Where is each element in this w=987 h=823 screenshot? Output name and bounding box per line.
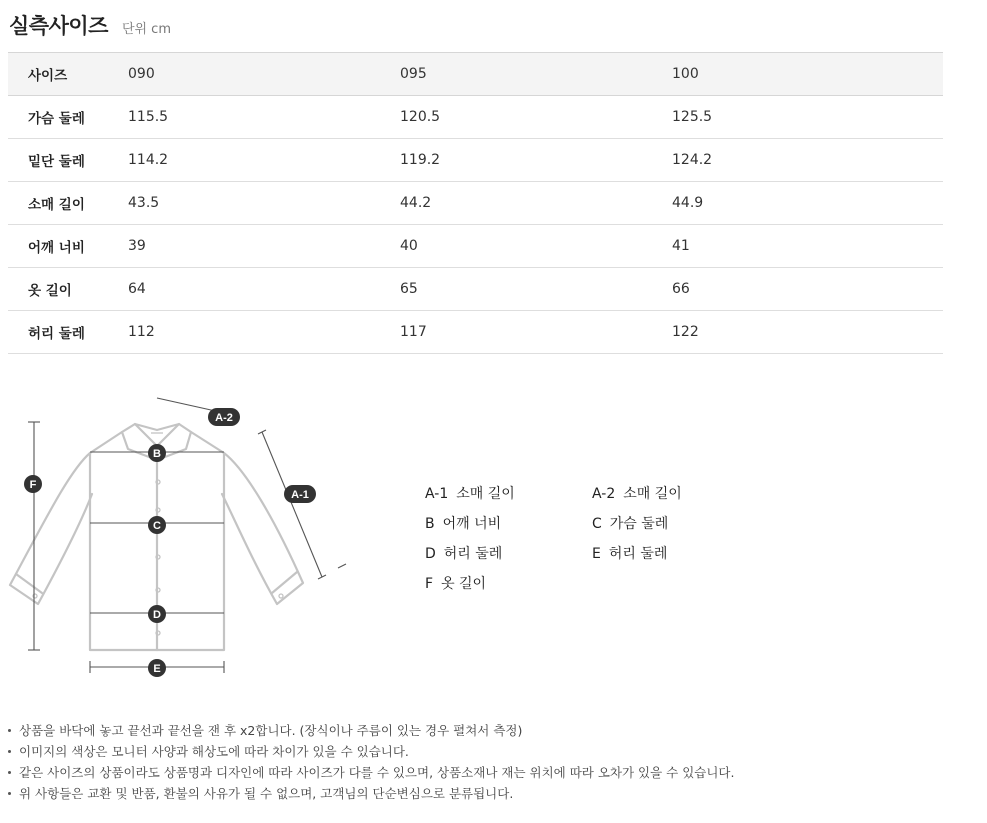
table-cell: 115.5 — [128, 109, 169, 125]
page-heading — [9, 10, 171, 40]
jacket-measurement-diagram — [0, 380, 380, 690]
svg-text:F: F — [29, 479, 37, 491]
notice-item — [8, 762, 734, 783]
legend-label: 어깨 너비 — [442, 516, 502, 532]
header-size-cell: 100 — [672, 66, 699, 82]
legend-label: 소매 길이 — [623, 486, 682, 502]
marker-c — [148, 516, 166, 534]
marker-e — [148, 659, 166, 677]
table-cell: 44.2 — [400, 195, 432, 211]
table-cell: 64 — [128, 281, 146, 297]
svg-text:D: D — [153, 609, 161, 621]
notice-item — [8, 720, 734, 741]
bullet-icon — [8, 729, 11, 732]
header-size-label: 사이즈 — [28, 68, 68, 84]
notice-item — [8, 741, 734, 762]
header-size-cell: 090 — [128, 66, 155, 82]
table-cell: 44.9 — [672, 195, 704, 211]
legend-item — [425, 573, 486, 593]
page-title: 실측사이즈 — [9, 14, 108, 38]
legend-item — [425, 483, 515, 503]
header-size-cell: 095 — [400, 66, 427, 82]
legend-item — [592, 543, 667, 563]
legend-code: C — [592, 516, 602, 532]
row-label: 밑단 둘레 — [28, 154, 85, 170]
row-label: 소매 길이 — [28, 197, 85, 213]
marker-a2 — [208, 408, 240, 426]
row-label: 옷 길이 — [28, 283, 72, 299]
table-row — [8, 182, 943, 225]
table-cell: 40 — [400, 238, 418, 254]
row-label: 허리 둘레 — [28, 326, 85, 342]
table-header-row — [8, 53, 943, 96]
legend-label: 허리 둘레 — [443, 546, 503, 562]
table-row — [8, 225, 943, 268]
svg-text:E: E — [153, 663, 161, 675]
table-cell: 120.5 — [400, 109, 441, 125]
marker-f — [24, 475, 42, 493]
legend-code: B — [425, 516, 435, 532]
legend-label: 소매 길이 — [456, 486, 515, 502]
notice-item — [8, 783, 734, 804]
legend-label: 허리 둘레 — [608, 546, 668, 562]
table-row — [8, 96, 943, 139]
table-cell: 66 — [672, 281, 690, 297]
table-cell: 125.5 — [672, 109, 713, 125]
table-cell: 41 — [672, 238, 690, 254]
svg-text:B: B — [153, 448, 161, 460]
marker-b — [148, 444, 166, 462]
svg-text:A-1: A-1 — [291, 489, 309, 501]
marker-a1 — [284, 485, 316, 503]
marker-d — [148, 605, 166, 623]
legend-label: 옷 길이 — [441, 576, 487, 592]
size-table — [8, 52, 943, 354]
legend-code: A-1 — [425, 486, 449, 502]
table-cell: 39 — [128, 238, 146, 254]
table-row — [8, 268, 943, 311]
legend-item — [425, 543, 502, 563]
legend-item — [425, 513, 501, 533]
legend-label: 가슴 둘레 — [609, 516, 669, 532]
table-cell: 112 — [128, 324, 155, 340]
table-cell: 65 — [400, 281, 418, 297]
table-cell: 124.2 — [672, 152, 713, 168]
notice-text: 이미지의 색상은 모니터 사양과 해상도에 따라 차이가 있을 수 있습니다. — [19, 744, 409, 759]
table-row — [8, 139, 943, 182]
svg-text:A-2: A-2 — [215, 412, 233, 424]
table-cell: 43.5 — [128, 195, 160, 211]
row-label: 가슴 둘레 — [28, 111, 85, 127]
legend-item — [592, 483, 682, 503]
svg-text:C: C — [153, 520, 161, 532]
row-label: 어깨 너비 — [28, 240, 85, 256]
legend-item — [592, 513, 668, 533]
bullet-icon — [8, 750, 11, 753]
legend-code: D — [425, 546, 436, 562]
unit-label: 단위 cm — [121, 22, 171, 37]
table-cell: 117 — [400, 324, 427, 340]
notice-list — [8, 720, 734, 804]
legend-code: F — [425, 576, 434, 592]
table-cell: 119.2 — [400, 152, 441, 168]
bullet-icon — [8, 792, 11, 795]
table-cell: 114.2 — [128, 152, 169, 168]
legend-code: A-2 — [592, 486, 616, 502]
notice-text: 같은 사이즈의 상품이라도 상품명과 디자인에 따라 사이즈가 다를 수 있으며, 상품소재나 재는 위치에 따라 오차가 있을 수 있습니다. — [19, 765, 735, 780]
measure-lines — [28, 398, 346, 673]
bullet-icon — [8, 771, 11, 774]
table-cell: 122 — [672, 324, 699, 340]
notice-text: 위 사항들은 교환 및 반품, 환불의 사유가 될 수 없으며, 고객님의 단순변심으로 분류됩니다. — [19, 786, 514, 801]
legend-code: E — [592, 546, 601, 562]
table-row — [8, 311, 943, 354]
notice-text: 상품을 바닥에 놓고 끝선과 끝선을 잰 후 x2합니다. (장식이나 주름이 있는 경우 펼쳐서 측정) — [19, 723, 523, 738]
